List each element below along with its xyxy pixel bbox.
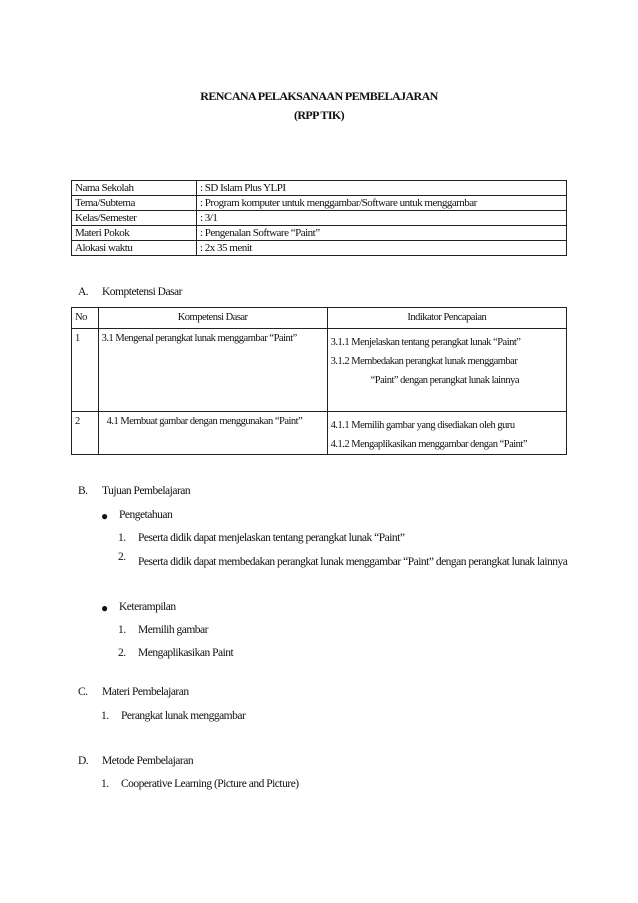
info-key: Materi Pokok — [72, 226, 197, 241]
competency-text: 3.1 Mengenal perangkat lunak menggambar “Paint” — [98, 329, 327, 412]
list-text: Cooperative Learning (Picture and Picture) — [121, 778, 299, 790]
indicator-text: 3.1.2 Membedakan perangkat lunak menggambar — [330, 356, 518, 367]
info-key: Nama Sekolah — [72, 181, 197, 196]
indicator-cell — [327, 329, 566, 412]
indicator-text: “Paint” dengan perangkat lunak lainnya — [370, 375, 519, 386]
document-subtitle: (RPP TIK) — [293, 108, 345, 122]
identity-table — [71, 180, 567, 256]
list-text: Peserta didik dapat menjelaskan tentang perangkat lunak “Paint” — [138, 532, 405, 544]
table-row — [72, 226, 567, 241]
table-row — [72, 412, 567, 455]
list-text: Memilih gambar — [138, 624, 208, 636]
table-row — [72, 196, 567, 211]
section-title: Metode Pembelajaran — [102, 755, 194, 767]
info-value: : 2x 35 menit — [197, 241, 567, 256]
info-key: Alokasi waktu — [72, 241, 197, 256]
info-key: Tema/Subtema — [72, 196, 197, 211]
list-number: 1. — [118, 624, 126, 636]
section-letter: D. — [78, 755, 89, 767]
row-number: 2 — [72, 412, 99, 455]
info-key: Kelas/Semester — [72, 211, 197, 226]
section-letter: B. — [78, 485, 88, 497]
list-text: Perangkat lunak menggambar — [121, 710, 246, 722]
info-value: : SD Islam Plus YLPI — [197, 181, 567, 196]
info-value: : Pengenalan Software “Paint” — [197, 226, 567, 241]
bullet-icon: ● — [101, 509, 108, 523]
indicator-text: 4.1.1 Memilih gambar yang disediakan oleh guru — [330, 420, 515, 431]
section-title: Materi Pembelajaran — [102, 686, 189, 698]
list-number: 1. — [118, 532, 126, 544]
competency-table — [71, 307, 567, 455]
section-letter: A. — [78, 286, 89, 298]
section-title: Komptetensi Dasar — [102, 286, 182, 298]
competency-text: 4.1 Membuat gambar dengan menggunakan “Paint” — [98, 412, 327, 455]
indicator-text: 4.1.2 Mengaplikasikan menggambar dengan “Paint” — [330, 439, 527, 450]
list-text: Peserta didik dapat membedakan perangkat lunak menggambar “Paint” dengan perangkat lunak lainnya — [138, 556, 568, 568]
column-header: Indikator Pencapaian — [327, 308, 566, 329]
section-letter: C. — [78, 686, 88, 698]
row-number: 1 — [72, 329, 99, 412]
bullet-label: Pengetahuan — [119, 509, 173, 521]
section-title: Tujuan Pembelajaran — [102, 485, 191, 497]
table-row — [72, 211, 567, 226]
info-value: : Program komputer untuk menggambar/Software untuk menggambar — [197, 196, 567, 211]
list-number: 1. — [101, 710, 109, 722]
list-number: 2. — [118, 647, 126, 659]
table-header-row — [72, 308, 567, 329]
document-title: RENCANA PELAKSANAAN PEMBELAJARAN — [200, 89, 438, 103]
table-row — [72, 329, 567, 412]
list-number: 1. — [101, 778, 109, 790]
list-text: Mengaplikasikan Paint — [138, 647, 234, 659]
list-number: 2. — [118, 551, 126, 563]
indicator-cell — [327, 412, 566, 455]
table-row — [72, 241, 567, 256]
table-row — [72, 181, 567, 196]
info-value: : 3/1 — [197, 211, 567, 226]
bullet-icon: ● — [101, 601, 108, 615]
indicator-text: 3.1.1 Menjelaskan tentang perangkat lunak “Paint” — [330, 337, 521, 348]
bullet-label: Keterampilan — [119, 601, 176, 613]
column-header: Kompetensi Dasar — [98, 308, 327, 329]
column-header: No — [72, 308, 99, 329]
